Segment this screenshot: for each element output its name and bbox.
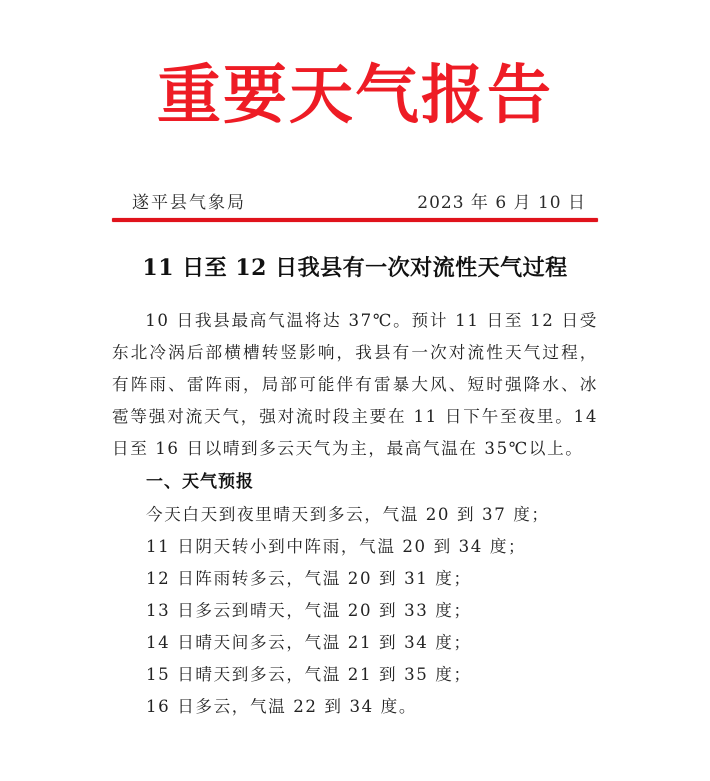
forecast-item-12th: 12 日阵雨转多云，气温 20 到 31 度； [146, 569, 472, 588]
forecast-item-15th: 15 日晴天到多云，气温 21 到 35 度； [146, 665, 472, 684]
issuer-name: 遂平县气象局 [132, 193, 246, 213]
report-header-row [112, 190, 590, 216]
forecast-item-today: 今天白天到夜里晴天到多云，气温 20 到 37 度； [146, 505, 550, 524]
forecast-item-16th: 16 日多云，气温 22 到 34 度。 [146, 697, 418, 716]
red-divider-line [112, 218, 598, 222]
issue-date: 2023 年 6 月 10 日 [417, 193, 586, 213]
document-heading: 11 日至 12 日我县有一次对流性天气过程 [142, 255, 568, 281]
forecast-item-11th: 11 日阴天转小到中阵雨，气温 20 到 34 度； [146, 537, 527, 556]
forecast-item-13th: 13 日多云到晴天，气温 20 到 33 度； [146, 601, 472, 620]
report-banner-title: 重要天气报告 [157, 58, 553, 133]
forecast-item-14th: 14 日晴天间多云，气温 21 到 34 度； [146, 633, 472, 652]
section-heading-forecast: 一、天气预报 [146, 472, 254, 492]
summary-paragraph: 10 日我县最高气温将达 37℃。预计 11 日至 12 日受东北冷涡后部横槽转竖影响，我县有一次对流性天气过程，有阵雨、雷阵雨，局部可能伴有雷暴大风、短时强降水、冰雹等强对流天气，强对流时段主要在 11 日下午至夜里。14 日至 16 日以晴到多云天气为主，最高气温在 35℃以上。 [112, 311, 598, 458]
forecast-list [146, 499, 550, 723]
